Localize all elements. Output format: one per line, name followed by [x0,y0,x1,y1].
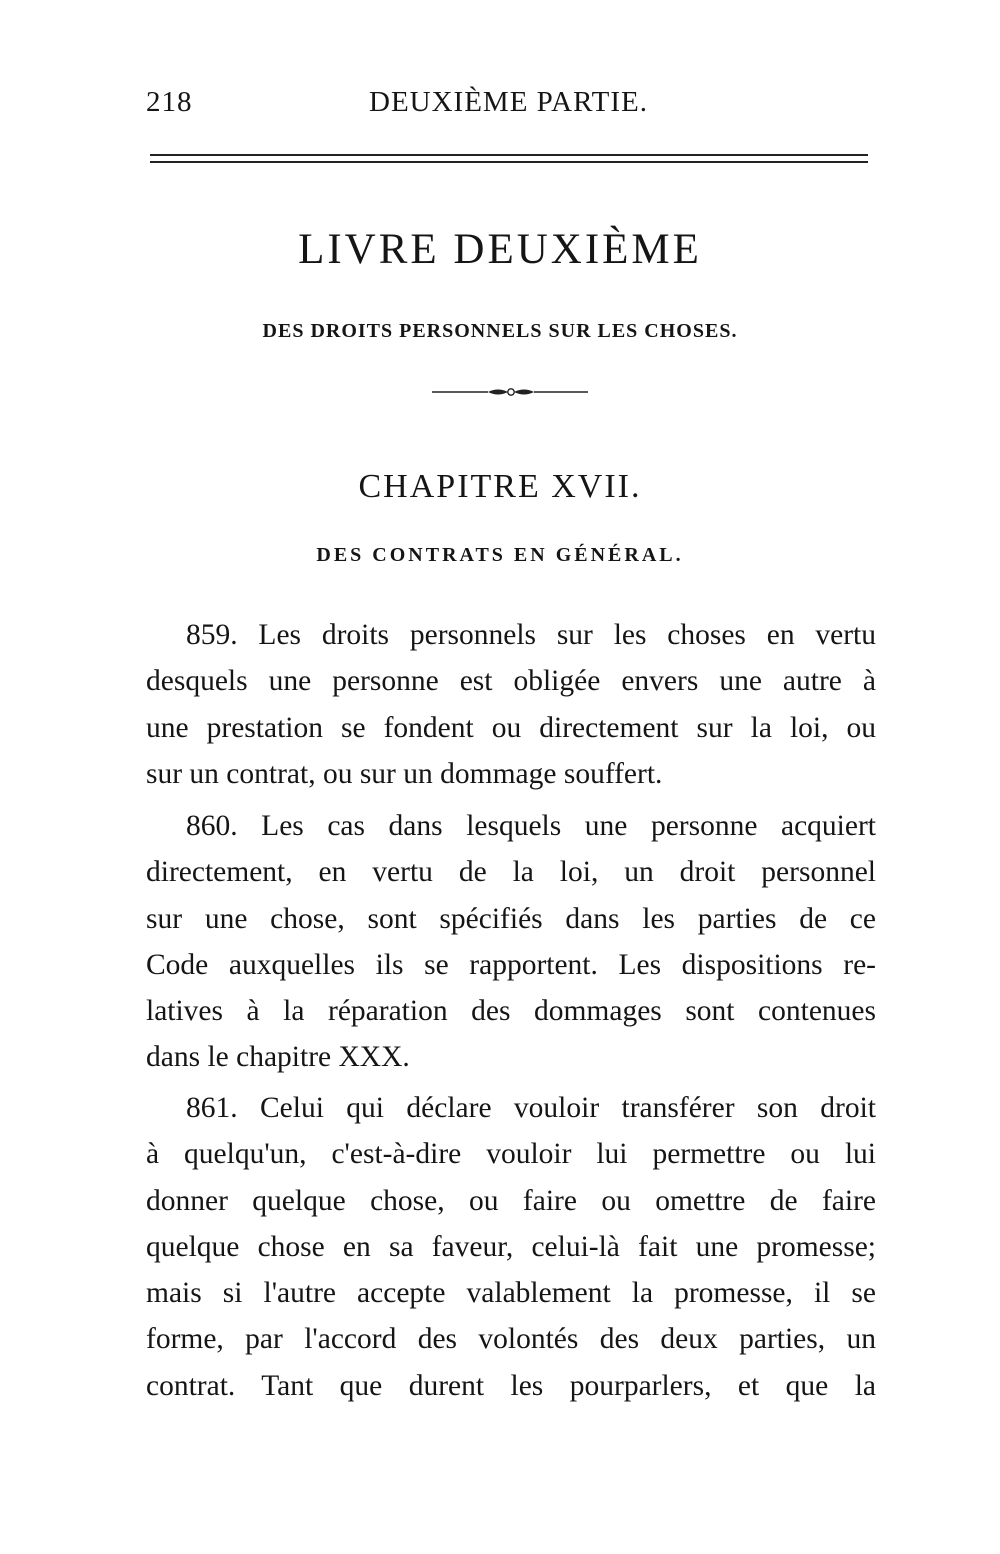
text-line: 861. Celui qui déclare vouloir transférer son droit [186,1092,876,1124]
text-line: Code auxquelles ils se rapportent. Les dispositions re- [146,948,876,981]
text-line: forme, par l'accord des volontés des deux parties, un [146,1323,876,1356]
running-head [146,86,876,126]
article-859 [146,612,876,797]
text-line: sur une chose, sont spécifiés dans les parties de ce [146,902,876,935]
part-title: DEUXIÈME PARTIE. [369,86,649,118]
header-double-rule [150,154,868,164]
text-line: une prestation se fondent ou directement sur la loi, ou [146,711,876,744]
page-number: 218 [146,86,193,118]
text-line: 860. Les cas dans lesquels une personne acquiert [186,810,876,842]
text-line: à quelqu'un, c'est-à-dire vouloir lui permettre ou lui [146,1138,876,1171]
rule-line [150,154,868,156]
text-line: desquels une personne est obligée envers une autre à [146,665,876,698]
text-line: donner quelque chose, ou faire ou omettre de faire [146,1184,876,1217]
article-861 [146,1085,876,1409]
book-subtitle: DES DROITS PERSONNELS SUR LES CHOSES. [262,320,738,342]
text-line: mais si l'autre accepte valablement la promesse, il se [146,1277,876,1310]
book-title: LIVRE DEUXIÈME [298,226,702,273]
chapter-subtitle: DES CONTRATS EN GÉNÉRAL. [316,544,684,566]
article-860 [146,803,876,1081]
text-line: contrat. Tant que durent les pourparlers, et que la [146,1369,876,1402]
text-line: dans le chapitre XXX. [146,1041,410,1074]
text-line: quelque chose en sa faveur, celui-là fait une promesse; [146,1230,876,1263]
text-line: latives à la réparation des dommages sont contenues [146,995,876,1028]
text-line: sur un contrat, ou sur un dommage souffert. [146,757,663,790]
ornament-divider [430,384,590,400]
chapter-title: CHAPITRE XVII. [358,468,642,505]
rule-line [150,161,868,163]
text-line: directement, en vertu de la loi, un droit personnel [146,856,876,889]
text-line: 859. Les droits personnels sur les choses en vertu [186,619,876,651]
